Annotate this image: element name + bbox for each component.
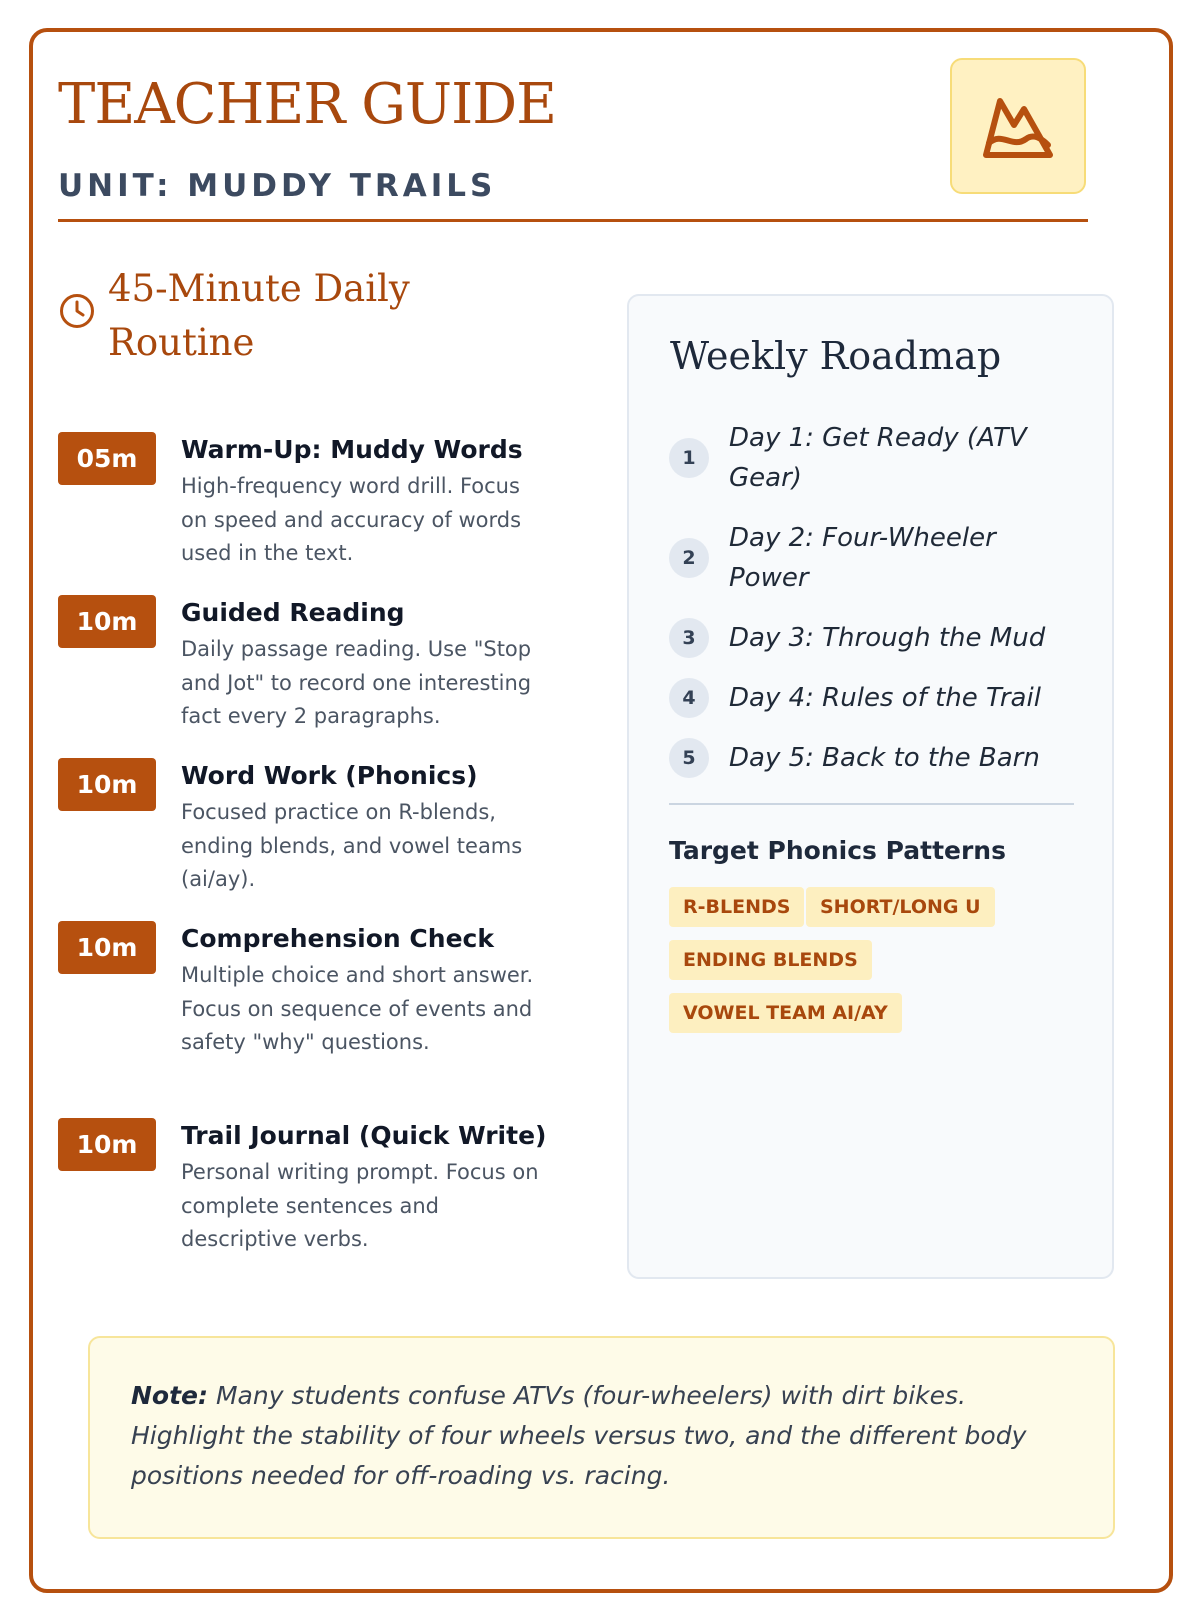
teacher-note bbox=[88, 1336, 1115, 1539]
roadmap-day bbox=[669, 418, 1089, 498]
day-number: 1 bbox=[669, 438, 709, 478]
step-description: Focused practice on R-blends, ending blends, and vowel teams (ai/ay). bbox=[181, 800, 523, 891]
phonics-tag: VOWEL TEAM AI/AY bbox=[669, 993, 902, 1033]
weekly-roadmap-panel bbox=[627, 294, 1114, 1279]
step-title: Word Work (Phonics) bbox=[181, 761, 478, 790]
step-title: Trail Journal (Quick Write) bbox=[181, 1121, 547, 1150]
note-label: Note: bbox=[131, 1381, 209, 1410]
step-description: High-frequency word drill. Focus on speed and accuracy of words used in the text. bbox=[181, 474, 522, 565]
day-label: Day 5: Back to the Barn bbox=[729, 743, 1040, 773]
time-badge: 05m bbox=[58, 432, 156, 485]
step-title: Warm-Up: Muddy Words bbox=[181, 435, 523, 464]
phonics-tag: ENDING BLENDS bbox=[669, 940, 872, 980]
roadmap-divider bbox=[669, 803, 1074, 805]
routine-heading bbox=[58, 262, 548, 372]
roadmap-day bbox=[669, 678, 1089, 718]
time-badge: 10m bbox=[58, 595, 156, 648]
unit-subtitle: UNIT: MUDDY TRAILS bbox=[58, 168, 497, 204]
routine-title: 45-Minute Daily Routine bbox=[108, 267, 410, 364]
phonics-tag: R-BLENDS bbox=[669, 887, 804, 927]
mountain-mud-icon bbox=[980, 91, 1056, 161]
roadmap-title: Weekly Roadmap bbox=[670, 334, 1002, 378]
time-badge: 10m bbox=[58, 758, 156, 811]
step-title: Guided Reading bbox=[181, 598, 405, 627]
header-divider bbox=[58, 219, 1088, 222]
roadmap-day bbox=[669, 738, 1089, 778]
day-number: 2 bbox=[669, 538, 709, 578]
day-number: 5 bbox=[669, 738, 709, 778]
note-text bbox=[131, 1376, 1081, 1496]
page-title: TEACHER GUIDE bbox=[58, 72, 557, 137]
step-description: Personal writing prompt. Focus on complete sentences and descriptive verbs. bbox=[181, 1160, 539, 1251]
day-number: 3 bbox=[669, 618, 709, 658]
phonics-title: Target Phonics Patterns bbox=[669, 836, 1006, 865]
roadmap-day bbox=[669, 518, 1089, 598]
header bbox=[58, 68, 1088, 220]
unit-logo bbox=[950, 58, 1086, 194]
day-number: 4 bbox=[669, 678, 709, 718]
clock-icon bbox=[58, 292, 96, 330]
day-label: Day 4: Rules of the Trail bbox=[729, 683, 1041, 713]
day-label: Day 1: Get Ready (ATV Gear) bbox=[729, 423, 1027, 493]
step-title: Comprehension Check bbox=[181, 924, 494, 953]
note-body: Many students confuse ATVs (four-wheelers) with dirt bikes. Highlight the stability of four wheels versus two, and the different body positions needed for off-roading vs. racing. bbox=[131, 1381, 1027, 1490]
day-label: Day 2: Four-Wheeler Power bbox=[729, 523, 996, 593]
time-badge: 10m bbox=[58, 921, 156, 974]
step-description: Multiple choice and short answer. Focus on sequence of events and safety "why" questions. bbox=[181, 963, 534, 1054]
phonics-tag: SHORT/LONG U bbox=[806, 887, 995, 927]
day-label: Day 3: Through the Mud bbox=[729, 623, 1046, 653]
time-badge: 10m bbox=[58, 1118, 156, 1171]
daily-routine-section bbox=[58, 262, 548, 1251]
step-description: Daily passage reading. Use "Stop and Jot" to record one interesting fact every 2 paragraphs. bbox=[181, 637, 532, 728]
roadmap-day bbox=[669, 618, 1089, 658]
